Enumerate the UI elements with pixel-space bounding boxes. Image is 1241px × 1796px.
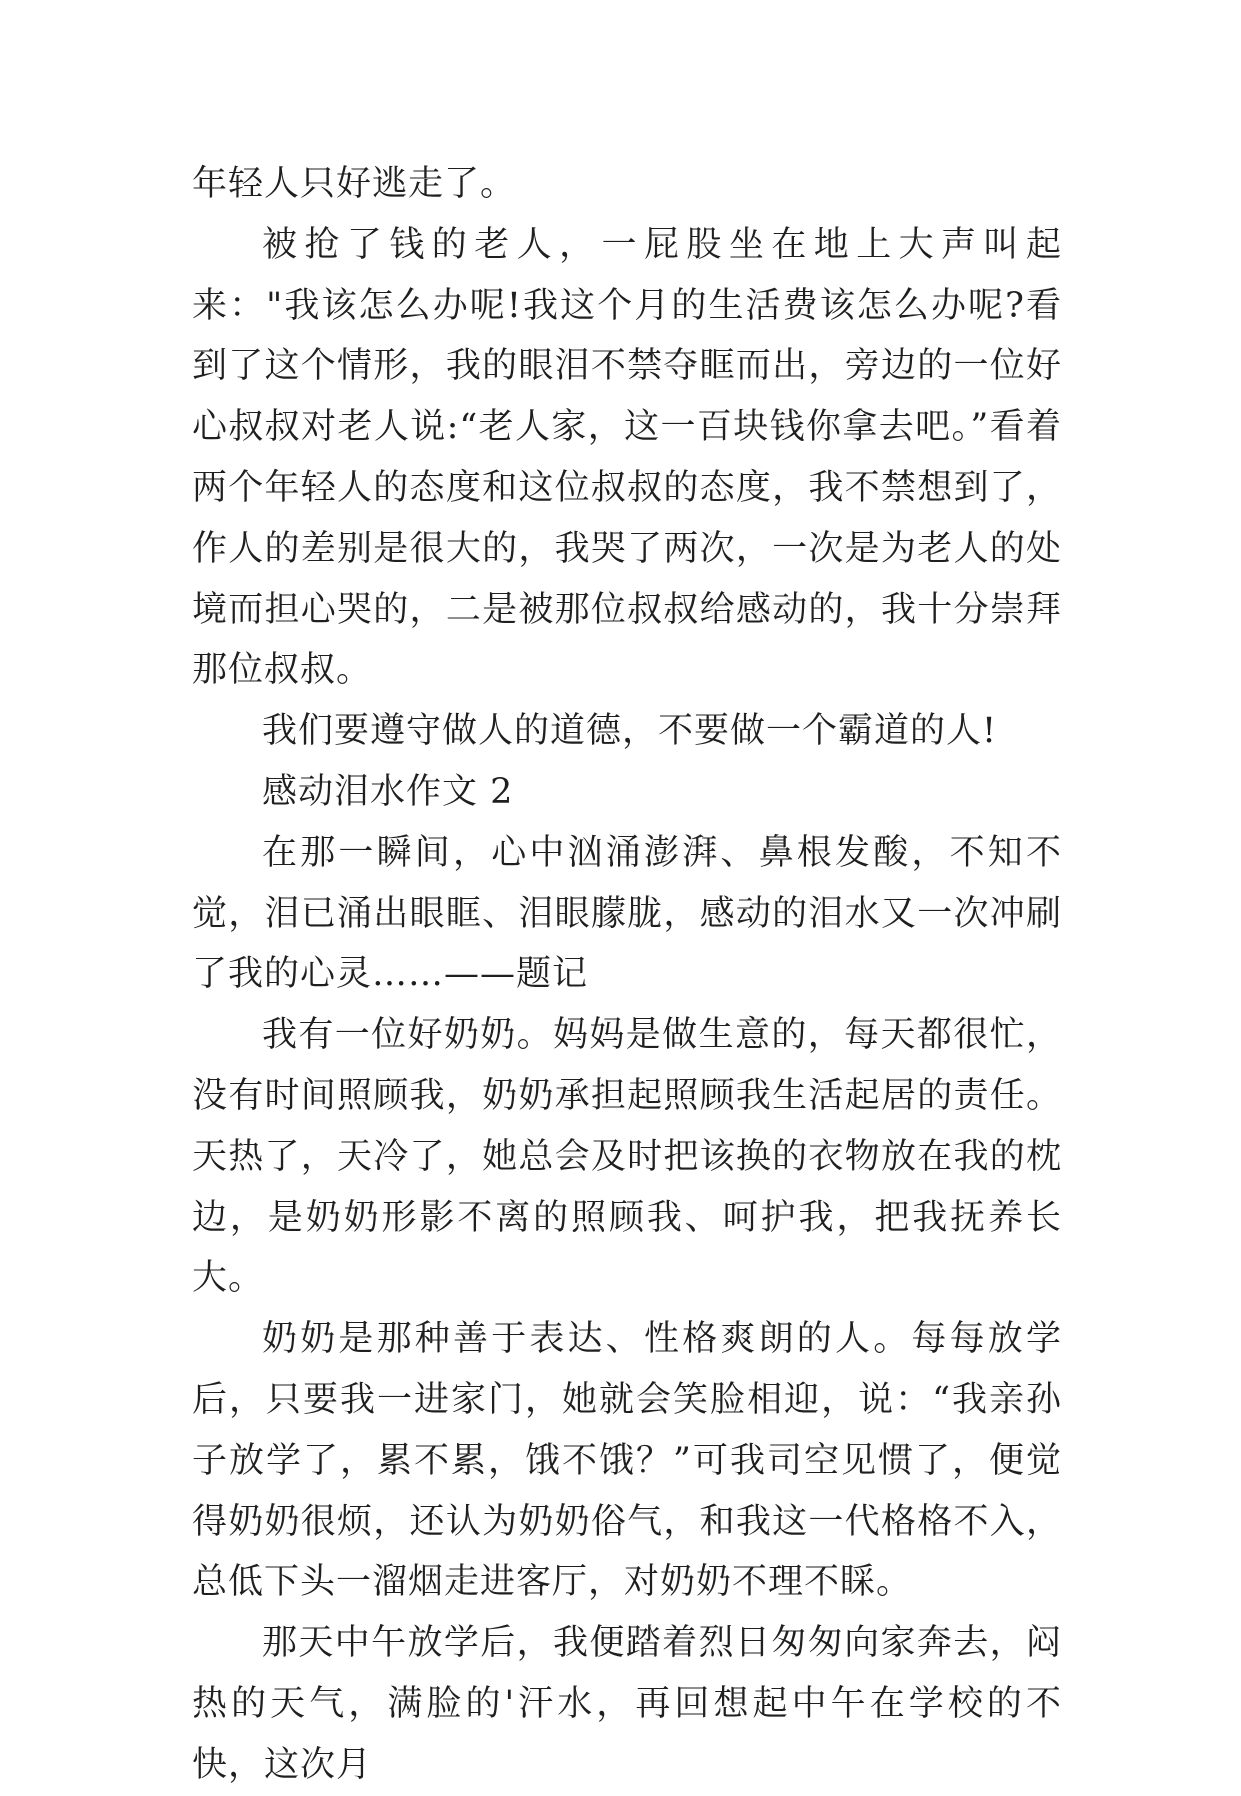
paragraph: 那天中午放学后，我便踏着烈日匆匆向家奔去，闷热的天气，满脸的'汗水，再回想起中午在学校的不快，这次月 (192, 1623, 1062, 1785)
paragraph: 我有一位好奶奶。妈妈是做生意的，每天都很忙，没有时间照顾我，奶奶承担起照顾我生活起居的责任。天热了，天冷了，她总会及时把该换的衣物放在我的枕边，是奶奶形影不离的照顾我、呵护我，把我抚养长大。 (192, 1015, 1062, 1299)
paragraph-continuation: 年轻人只好逃走了。 (192, 164, 517, 204)
paragraph: 奶奶是那种善于表达、性格爽朗的人。每每放学后，只要我一进家门，她就会笑脸相迎，说：“我亲孙子放学了，累不累，饿不饿？”可我司空见惯了，便觉得奶奶很烦，还认为奶奶俗气，和我这一代格格不入，总低下头一溜烟走进客厅，对奶奶不理不睬。 (192, 1319, 1062, 1603)
paragraph: 我们要遵守做人的道德，不要做一个霸道的人! (262, 711, 998, 752)
paragraph-epigraph: 在那一瞬间，心中汹涌澎湃、鼻根发酸，不知不觉，泪已涌出眼眶、泪眼朦胧，感动的泪水又一次冲刷了我的心灵……——题记 (192, 832, 1062, 995)
paragraph: 被抢了钱的老人，一屁股坐在地上大声叫起来："我该怎么办呢!我这个月的生活费该怎么办呢?看到了这个情形，我的眼泪不禁夺眶而出，旁边的一位好心叔叔对老人说:“老人家，这一百块钱你拿去吧。”看着两个年轻人的态度和这位叔叔的态度，我不禁想到了，作人的差别是很大的，我哭了两次，一次是为老人的处境而担心哭的，二是被那位叔叔给感动的，我十分崇拜那位叔叔。 (192, 224, 1062, 691)
document-body (192, 154, 1062, 1796)
essay-title: 感动泪水作文 2 (262, 771, 514, 812)
